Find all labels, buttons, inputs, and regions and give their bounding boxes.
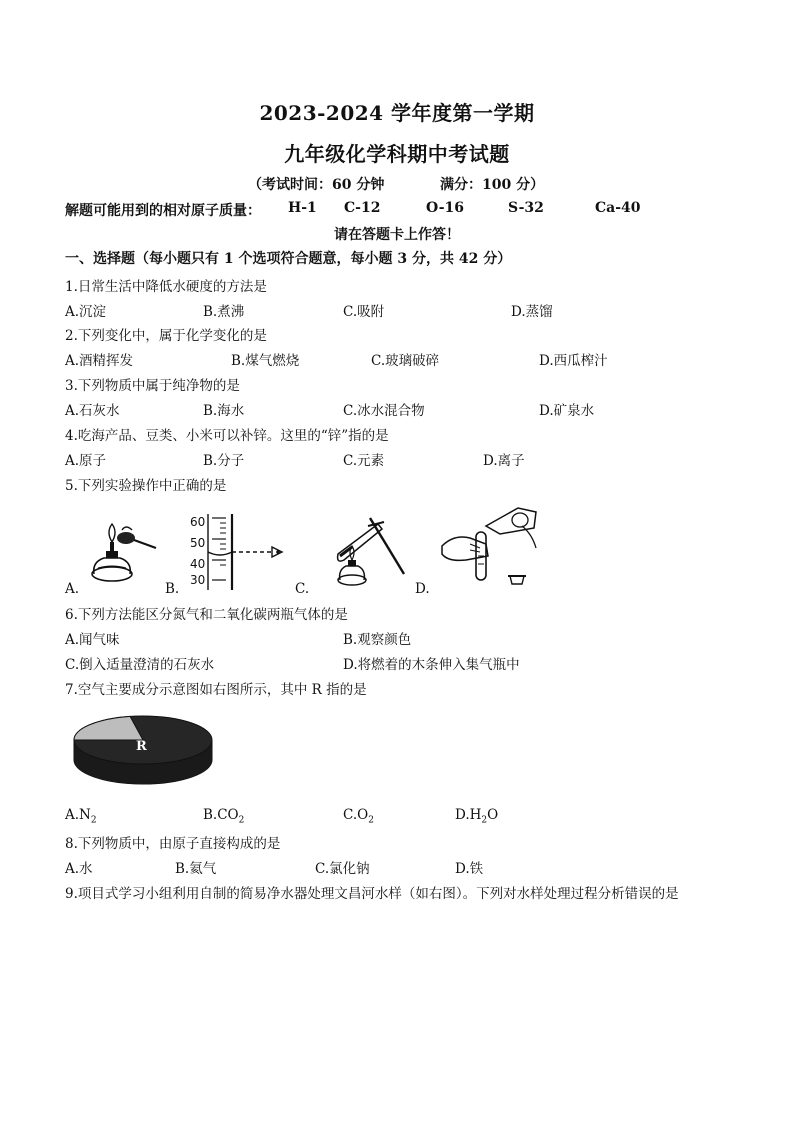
q7-option-b: $B.CO_2$ bbox=[203, 807, 245, 826]
q5-figure-c-heating-test-tube bbox=[318, 510, 418, 590]
q3-option-c: C.冰水混合物 bbox=[343, 403, 425, 419]
q5-option-b: B. bbox=[165, 581, 180, 597]
q5-figure-b-graduated-cylinder bbox=[186, 512, 296, 592]
exam-title: 九年级化学科期中考试题 bbox=[284, 142, 510, 166]
question-4-stem: 4.吃海产品、豆类、小米可以补锌。这里的“锌”指的是 bbox=[65, 428, 389, 444]
q5-option-a: A. bbox=[65, 581, 80, 597]
pie-label-r: R bbox=[136, 739, 147, 754]
atomic-mass-s: S-32 bbox=[508, 200, 544, 216]
atomic-mass-ca: Ca-40 bbox=[595, 200, 641, 216]
q6-option-a: A.闻气味 bbox=[65, 632, 120, 648]
q2-option-d: D.西瓜榨汁 bbox=[539, 353, 608, 369]
q3-option-a: A.石灰水 bbox=[65, 403, 120, 419]
atomic-mass-o: O-16 bbox=[426, 200, 465, 216]
score-info: 满分：100 分） bbox=[440, 177, 545, 193]
notice: 请在答题卡上作答！ bbox=[334, 227, 460, 243]
question-3-stem: 3.下列物质中属于纯净物的是 bbox=[65, 378, 240, 394]
question-6-stem: 6.下列方法能区分氮气和二氧化碳两瓶气体的是 bbox=[65, 607, 348, 623]
cylinder-tick-60: 60 bbox=[190, 515, 206, 529]
q4-option-c: C.元素 bbox=[343, 453, 385, 469]
q6-option-d: D.将燃着的木条伸入集气瓶中 bbox=[343, 657, 520, 673]
q2-option-a: A.酒精挥发 bbox=[65, 353, 134, 369]
q6-option-b: B.观察颜色 bbox=[343, 632, 412, 648]
q8-option-c: C.氯化钠 bbox=[315, 861, 370, 877]
cylinder-tick-50: 50 bbox=[190, 536, 206, 550]
q1-option-d: D.蒸馏 bbox=[511, 304, 553, 320]
time-info: （考试时间：60 分钟 bbox=[248, 177, 385, 193]
q8-option-d: D.铁 bbox=[455, 861, 484, 877]
section-title: 一、选择题（每小题只有 1 个选项符合题意，每小题 3 分，共 42 分） bbox=[65, 251, 512, 267]
q7-option-c: $C.O_2$ bbox=[343, 807, 374, 826]
q7-air-composition-pie bbox=[64, 704, 222, 796]
cylinder-tick-40: 40 bbox=[190, 557, 206, 571]
question-2-stem: 2.下列变化中，属于化学变化的是 bbox=[65, 328, 267, 344]
q1-option-b: B.煮沸 bbox=[203, 304, 245, 320]
question-9-stem: 9.项目式学习小组利用自制的简易净水器处理文昌河水样（如右图）。下列对水样处理过程分析错误的是 bbox=[65, 886, 679, 902]
question-5-stem: 5.下列实验操作中正确的是 bbox=[65, 478, 227, 494]
atomic-mass-c: C-12 bbox=[344, 200, 381, 216]
q1-option-a: A.沉淀 bbox=[65, 304, 107, 320]
question-7-stem: 7.空气主要成分示意图如右图所示，其中 R 指的是 bbox=[65, 682, 367, 698]
q4-option-b: B.分子 bbox=[203, 453, 245, 469]
q4-option-d: D.离子 bbox=[483, 453, 525, 469]
q1-option-c: C.吸附 bbox=[343, 304, 385, 320]
atomic-mass-label: 解题可能用到的相对原子质量： bbox=[65, 203, 261, 219]
q3-option-b: B.海水 bbox=[203, 403, 245, 419]
question-1-stem: 1.日常生活中降低水硬度的方法是 bbox=[65, 279, 267, 295]
q6-option-c: C.倒入适量澄清的石灰水 bbox=[65, 657, 215, 673]
q5-figure-a-alcohol-lamp bbox=[82, 518, 164, 586]
q5-figure-d-pouring-liquid bbox=[436, 504, 546, 590]
question-8-stem: 8.下列物质中，由原子直接构成的是 bbox=[65, 836, 281, 852]
q7-option-a: $A.N_2$ bbox=[65, 807, 97, 826]
cylinder-tick-30: 30 bbox=[190, 573, 206, 587]
atomic-mass-h: H-1 bbox=[288, 200, 317, 216]
q7-option-d: $D.H_2O$ bbox=[455, 807, 499, 826]
q5-option-c: C. bbox=[295, 581, 310, 597]
year-title: 2023-2024 学年度第一学期 bbox=[259, 101, 535, 125]
q8-option-a: A.水 bbox=[65, 861, 93, 877]
q3-option-d: D.矿泉水 bbox=[539, 403, 595, 419]
q2-option-c: C.玻璃破碎 bbox=[371, 353, 440, 369]
q4-option-a: A.原子 bbox=[65, 453, 107, 469]
q2-option-b: B.煤气燃烧 bbox=[231, 353, 300, 369]
q8-option-b: B.氦气 bbox=[175, 861, 217, 877]
q5-option-d: D. bbox=[415, 581, 430, 597]
